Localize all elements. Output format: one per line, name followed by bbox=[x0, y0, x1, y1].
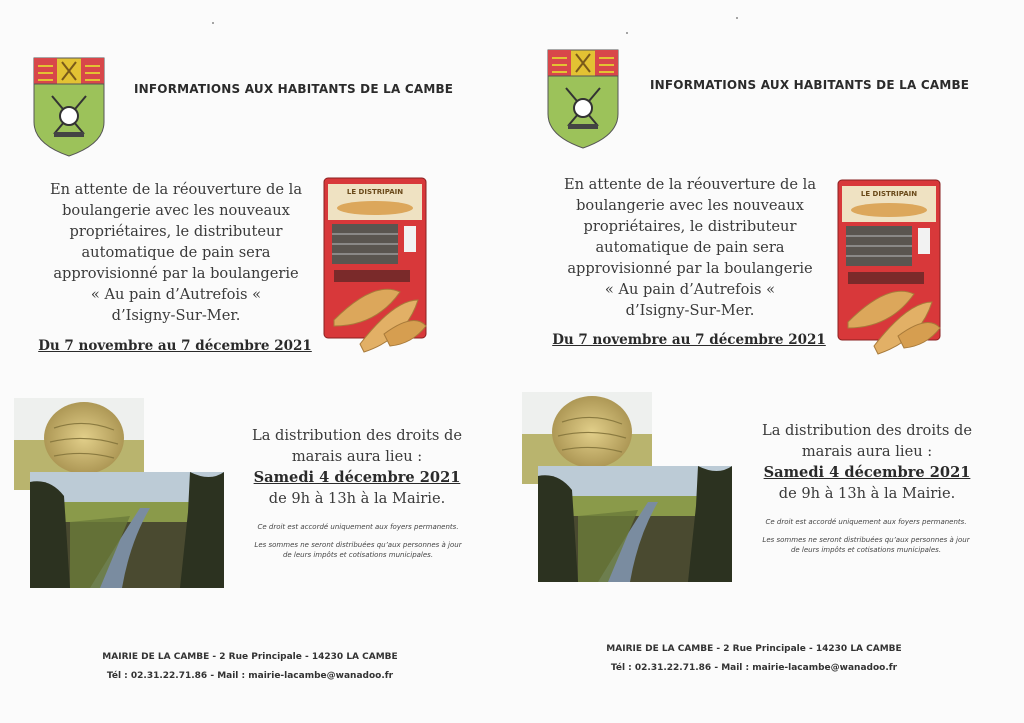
coat-of-arms-icon bbox=[546, 48, 620, 152]
scan-speck bbox=[626, 32, 628, 34]
footer bbox=[564, 640, 944, 678]
bread-vending-machine-image bbox=[828, 178, 948, 364]
intro-line: d’Isigny-Sur-Mer. bbox=[625, 302, 755, 319]
distribution-time: de 9h à 13h à la Mairie. bbox=[268, 490, 446, 507]
distribution-date: Samedi 4 décembre 2021 bbox=[763, 464, 971, 481]
date-range: Du 7 novembre au 7 décembre 2021 bbox=[38, 338, 312, 354]
note-taxes bbox=[236, 540, 480, 560]
page-header: INFORMATIONS AUX HABITANTS DE LA CAMBE bbox=[134, 82, 454, 96]
intro-line: approvisionné par la boulangerie bbox=[567, 260, 813, 277]
note-taxes bbox=[744, 535, 988, 555]
intro-line: approvisionné par la boulangerie bbox=[53, 265, 299, 282]
intro-line: d’Isigny-Sur-Mer. bbox=[111, 307, 241, 324]
page-header: INFORMATIONS AUX HABITANTS DE LA CAMBE bbox=[650, 78, 970, 92]
intro-text bbox=[540, 174, 840, 321]
intro-line: propriétaires, le distributeur bbox=[69, 223, 283, 240]
intro-line: automatique de pain sera bbox=[81, 244, 271, 261]
footer bbox=[60, 648, 440, 686]
distribution-date: Samedi 4 décembre 2021 bbox=[253, 469, 461, 486]
scan-speck bbox=[736, 17, 738, 19]
date-range: Du 7 novembre au 7 décembre 2021 bbox=[552, 332, 826, 348]
footer-contact: Tél : 02.31.22.71.86 - Mail : mairie-lacambe@wanadoo.fr bbox=[610, 663, 898, 673]
canal-landscape-photo bbox=[538, 466, 732, 582]
intro-line: « Au pain d’Autrefois « bbox=[604, 281, 776, 298]
intro-line: « Au pain d’Autrefois « bbox=[90, 286, 262, 303]
distribution-line: La distribution des droits de bbox=[252, 427, 462, 444]
distribution-block bbox=[232, 425, 482, 509]
canal-landscape-photo bbox=[30, 472, 224, 588]
intro-text bbox=[26, 179, 326, 326]
note-line: Les sommes ne seront distribuées qu’aux personnes à jour bbox=[254, 541, 462, 549]
distribution-line: marais aura lieu : bbox=[801, 443, 933, 460]
flyer-right bbox=[512, 0, 1024, 723]
note-permanent-households: Ce droit est accordé uniquement aux foyers permanents. bbox=[257, 523, 459, 531]
footer-address: MAIRIE DE LA CAMBE - 2 Rue Principale - 14230 LA CAMBE bbox=[102, 652, 398, 662]
intro-line: automatique de pain sera bbox=[595, 239, 785, 256]
note-line: Les sommes ne seront distribuées qu’aux personnes à jour bbox=[762, 536, 970, 544]
note-line: de leurs impôts et cotisations municipales. bbox=[282, 551, 434, 559]
footer-address: MAIRIE DE LA CAMBE - 2 Rue Principale - 14230 LA CAMBE bbox=[606, 644, 902, 654]
machine-sign: LE DISTRIPAIN bbox=[860, 190, 918, 198]
distribution-line: La distribution des droits de bbox=[762, 422, 972, 439]
notes-block bbox=[236, 522, 480, 568]
coat-of-arms-icon bbox=[32, 56, 106, 160]
notes-block bbox=[744, 517, 988, 563]
intro-line: boulangerie avec les nouveaux bbox=[62, 202, 290, 219]
intro-line: boulangerie avec les nouveaux bbox=[576, 197, 804, 214]
scan-speck bbox=[212, 22, 214, 24]
note-line: de leurs impôts et cotisations municipales. bbox=[790, 546, 942, 554]
intro-line: En attente de la réouverture de la bbox=[49, 181, 303, 198]
distribution-line: marais aura lieu : bbox=[291, 448, 423, 465]
bread-vending-machine-image bbox=[314, 176, 434, 362]
note-permanent-households: Ce droit est accordé uniquement aux foyers permanents. bbox=[765, 518, 967, 526]
footer-contact: Tél : 02.31.22.71.86 - Mail : mairie-lacambe@wanadoo.fr bbox=[106, 671, 394, 681]
machine-sign: LE DISTRIPAIN bbox=[346, 188, 404, 196]
intro-line: En attente de la réouverture de la bbox=[563, 176, 817, 193]
distribution-block bbox=[742, 420, 992, 504]
distribution-time: de 9h à 13h à la Mairie. bbox=[778, 485, 956, 502]
intro-line: propriétaires, le distributeur bbox=[583, 218, 797, 235]
